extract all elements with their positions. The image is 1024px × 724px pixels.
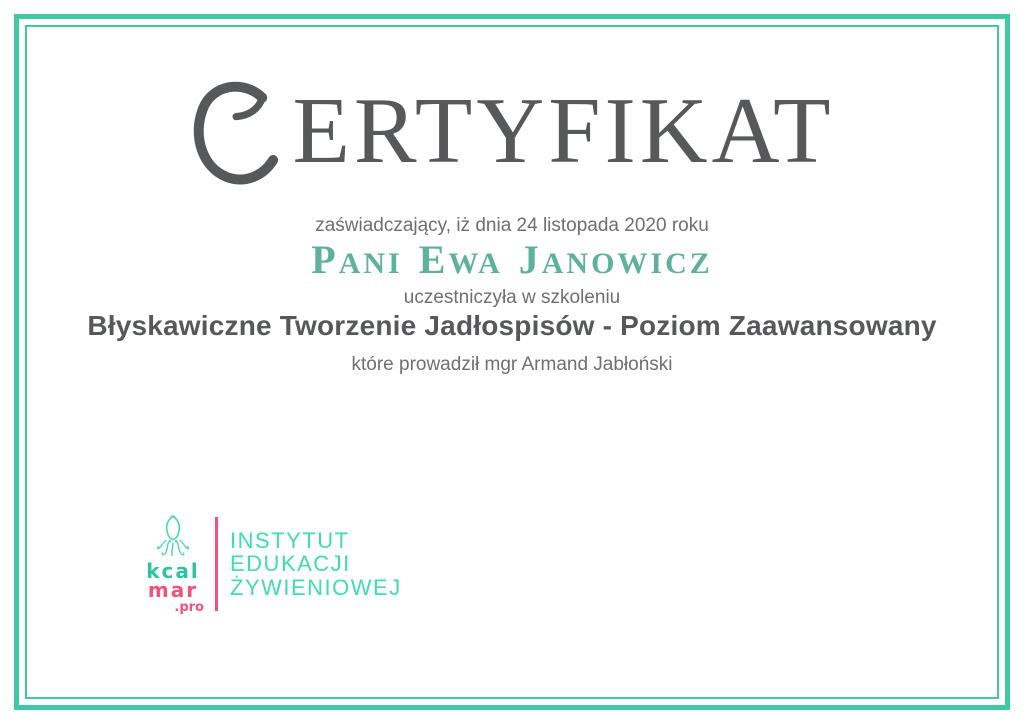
- trainer-line: które prowadził mgr Armand Jabłoński: [351, 354, 673, 375]
- recipient-rest: WA: [448, 247, 503, 280]
- recipient-name: [0, 237, 1024, 282]
- recipient-word: [311, 237, 403, 282]
- recipient-initial: P: [311, 237, 339, 282]
- recipient-word: [418, 237, 503, 282]
- participation-line: uczestniczyła w szkoleniu: [403, 287, 621, 308]
- recipient-rest: ANI: [338, 247, 403, 280]
- squid-icon: [155, 514, 191, 560]
- decorative-initial-c-icon: [189, 76, 285, 188]
- certificate-title: [0, 76, 1024, 188]
- intro-line: zaświadczający, iż dnia 24 listopada 2020 roku: [315, 215, 709, 236]
- logo-pro-text: .pro: [174, 600, 204, 615]
- recipient-initial: E: [418, 237, 449, 282]
- course-title: Błyskawiczne Tworzenie Jadłospisów - Poziom Zaawansowany: [87, 310, 937, 341]
- institute-name: [230, 529, 402, 600]
- logo-brand-column: [141, 514, 205, 614]
- recipient-word: [518, 237, 713, 282]
- institute-line: INSTYTUT: [230, 527, 350, 553]
- kcalmar-logo: [141, 514, 402, 614]
- institute-line: EDUKACJI: [230, 551, 351, 577]
- logo-kcal-text: kcal: [146, 559, 200, 583]
- title-text: ERTYFIKAT: [292, 79, 835, 183]
- logo-mar-text: mar: [147, 578, 199, 602]
- recipient-initial: J: [518, 237, 542, 282]
- logo-divider: [215, 517, 218, 611]
- institute-line: ŻYWIENIOWEJ: [230, 574, 402, 600]
- recipient-rest: ANOWICZ: [541, 247, 713, 280]
